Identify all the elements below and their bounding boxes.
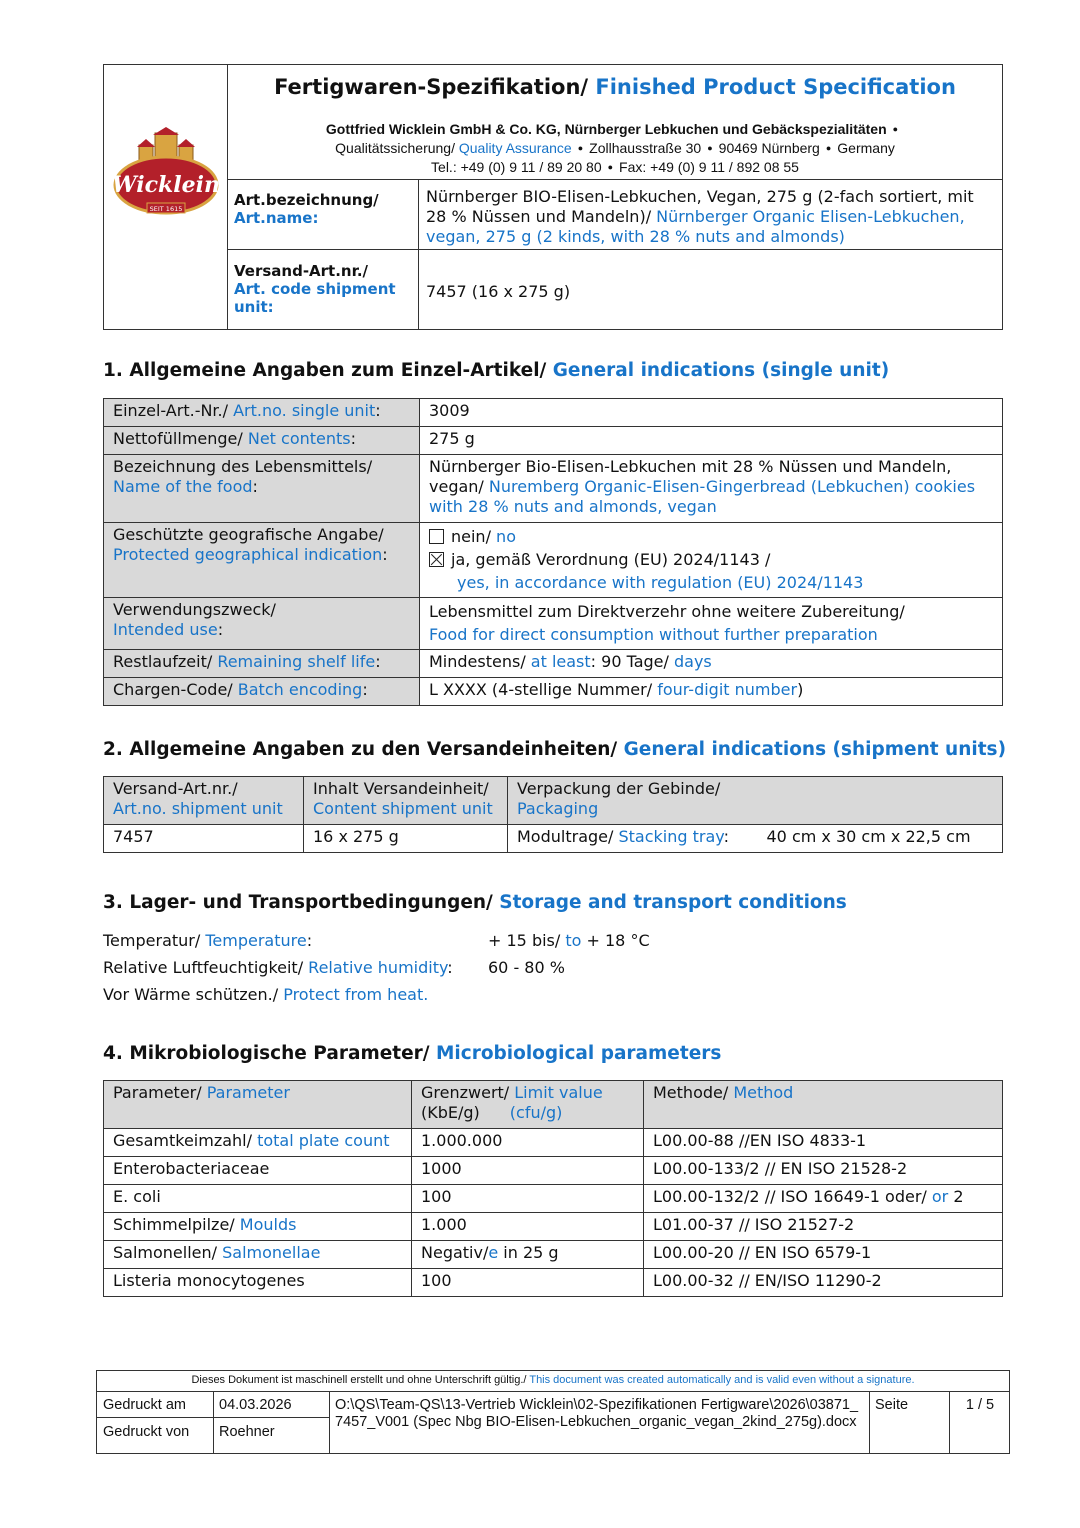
- bullet-icon: ●: [825, 143, 832, 153]
- divider: [213, 1391, 214, 1453]
- row-value: Lebensmittel zum Direktverzehr ohne weitere Zubereitung/ Food for direct consumption without further preparation: [420, 598, 1003, 650]
- city: 90469 Nürnberg: [718, 140, 820, 156]
- spec-header: [103, 64, 1003, 330]
- divider: [869, 1391, 870, 1453]
- table-row: [104, 598, 1003, 650]
- column-header: Verpackung der Gebinde/ Packaging: [508, 777, 1003, 825]
- table-header-row: [104, 777, 1003, 825]
- document-path: O:\QS\Team-QS\13-Vertrieb Wicklein\02-Spezifikationen Fertigware\2026\03871_7457_V001 (Spec Nbg BIO-Elisen-Lebkuchen_organic_vegan_2kind_275g).docx: [335, 1397, 859, 1430]
- title-en: Finished Product Specification: [595, 75, 956, 99]
- art-code-value: 7457 (16 x 275 g): [426, 282, 571, 301]
- footer-note: Dieses Dokument ist maschinell erstellt und ohne Unterschrift gültig./ This document was created automatically and is valid even without a signature.: [191, 1374, 915, 1386]
- row-value: 3009: [420, 399, 1003, 427]
- bullet-icon: ●: [707, 143, 713, 153]
- section-1-heading: 1. Allgemeine Angaben zum Einzel-Artikel/ General indications (single unit): [103, 360, 890, 381]
- divider: [97, 1391, 1009, 1392]
- temperature-value: + 15 bis/ to + 18 °C: [488, 931, 650, 950]
- row-value: Nürnberger Bio-Elisen-Lebkuchen mit 28 % Nüssen und Mandeln, vegan/ Nuremberg Organic-Elisen-Gingerbread (Lebkuchen) cookies with 28 % nuts and almonds, vegan: [420, 455, 1003, 523]
- row-value: L XXXX (4-stellige Nummer/ four-digit number): [420, 678, 1003, 706]
- country: Germany: [837, 140, 895, 156]
- pgi-option-no: nein/ no: [429, 525, 993, 548]
- row-label: Nettofüllmenge/ Net contents:: [104, 427, 420, 455]
- row-label: Bezeichnung des Lebensmittels/ Name of the food:: [104, 455, 420, 523]
- table-row: [104, 523, 1003, 598]
- company-name: Gottfried Wicklein GmbH & Co. KG, Nürnberger Lebkuchen und Gebäckspezialitäten: [325, 121, 887, 137]
- column-header: Parameter/ Parameter: [104, 1081, 412, 1129]
- single-unit-table: [103, 398, 1003, 706]
- section-4-heading: 4. Mikrobiologische Parameter/ Microbiological parameters: [103, 1043, 722, 1064]
- table-row: Listeria monocytogenes 100 L00.00-32 // EN/ISO 11290-2: [104, 1269, 1003, 1297]
- table-header-row: [104, 1081, 1003, 1129]
- street: Zollhausstraße 30: [589, 140, 702, 156]
- table-row: Schimmelpilze/ Moulds 1.000 L01.00-37 // ISO 21527-2: [104, 1213, 1003, 1241]
- table-row: [104, 825, 1003, 853]
- humidity-label: Relative Luftfeuchtigkeit/ Relative humidity:: [103, 958, 453, 977]
- page-number: 1 / 5: [965, 1397, 995, 1413]
- table-row: [104, 399, 1003, 427]
- microbiology-table: [103, 1080, 1003, 1297]
- section-2-heading: 2. Allgemeine Angaben zu den Versandeinheiten/ General indications (shipment units): [103, 739, 1007, 760]
- bullet-icon: ●: [577, 143, 584, 153]
- row-value: Mindestens/ at least: 90 Tage/ days: [420, 650, 1003, 678]
- column-header: Grenzwert/ Limit value (KbE/g) (cfu/g): [412, 1081, 644, 1129]
- table-row: [104, 650, 1003, 678]
- divider: [949, 1391, 950, 1453]
- shipment-unit-table: [103, 776, 1003, 853]
- column-header: Versand-Art.nr./ Art.no. shipment unit: [104, 777, 304, 825]
- logo-cell: [104, 65, 228, 329]
- checkbox-checked-icon: [429, 552, 444, 567]
- row-label: Chargen-Code/ Batch encoding:: [104, 678, 420, 706]
- art-code-label: Versand-Art.nr./ Art. code shipment unit:: [234, 262, 396, 316]
- logo-since: SEIT 1615: [149, 205, 183, 213]
- row-value: [420, 523, 1003, 598]
- row-label: Einzel-Art.-Nr./ Art.no. single unit:: [104, 399, 420, 427]
- section-3-heading: 3. Lager- und Transportbedingungen/ Storage and transport conditions: [103, 892, 847, 913]
- cell-content: 16 x 275 g: [304, 825, 508, 853]
- table-row: [104, 455, 1003, 523]
- document-title: [228, 75, 1002, 99]
- fax: Fax: +49 (0) 9 11 / 892 08 55: [619, 159, 799, 175]
- row-value: 275 g: [420, 427, 1003, 455]
- pgi-option-yes-en: yes, in accordance with regulation (EU) 2024/1143: [457, 573, 864, 592]
- pgi-option-yes: ja, gemäß Verordnung (EU) 2024/1143 /: [429, 548, 993, 571]
- table-row: [104, 678, 1003, 706]
- table-row: Enterobacteriaceae 1000 L00.00-133/2 // EN ISO 21528-2: [104, 1157, 1003, 1185]
- printed-on-label: Gedruckt am: [103, 1397, 186, 1413]
- divider: [329, 1391, 330, 1453]
- printed-by-label: Gedruckt von: [103, 1424, 190, 1440]
- row-label: Geschützte geografische Angabe/ Protected geographical indication:: [104, 523, 420, 598]
- logo-wordmark: Wicklein: [111, 172, 221, 198]
- printed-by-value: Roehner: [219, 1424, 275, 1440]
- company-block: [228, 120, 1002, 177]
- column-header: Inhalt Versandeinheit/ Content shipment unit: [304, 777, 508, 825]
- page-label: Seite: [875, 1397, 909, 1413]
- bullet-icon: ●: [607, 162, 614, 172]
- checkbox-unchecked-icon: [429, 529, 444, 544]
- cell-art: 7457: [104, 825, 304, 853]
- divider: [418, 179, 419, 329]
- cell-dims: 40 cm x 30 cm x 22,5 cm: [758, 825, 1003, 853]
- humidity-value: 60 - 80 %: [488, 958, 565, 977]
- table-row: Salmonellen/ Salmonellae Negativ/e in 25 g L00.00-20 // EN ISO 6579-1: [104, 1241, 1003, 1269]
- temperature-label: Temperatur/ Temperature:: [103, 931, 313, 950]
- table-row: E. coli 100 L00.00-132/2 // ISO 16649-1 oder/ or 2: [104, 1185, 1003, 1213]
- telephone: Tel.: +49 (0) 9 11 / 89 20 80: [431, 159, 602, 175]
- art-name-label: Art.bezeichnung/ Art.name:: [234, 191, 379, 227]
- title-de: Fertigwaren-Spezifikation/: [274, 75, 596, 99]
- heat-note: Vor Wärme schützen./ Protect from heat.: [103, 985, 429, 1004]
- qs-de: Qualitätssicherung/: [335, 140, 459, 156]
- bullet-icon: ●: [892, 124, 899, 134]
- cell-pack: Modultrage/ Stacking tray:: [508, 825, 758, 853]
- wicklein-logo: [111, 127, 221, 227]
- row-label: Verwendungszweck/ Intended use:: [104, 598, 420, 650]
- column-header: Methode/ Method: [644, 1081, 1003, 1129]
- divider: [228, 249, 1002, 250]
- qs-en: Quality Assurance: [458, 140, 572, 156]
- document-footer: [96, 1370, 1010, 1454]
- table-row: Gesamtkeimzahl/ total plate count 1.000.000 L00.00-88 //EN ISO 4833-1: [104, 1129, 1003, 1157]
- table-row: [104, 427, 1003, 455]
- row-label: Restlaufzeit/ Remaining shelf life:: [104, 650, 420, 678]
- art-name-value: Nürnberger BIO-Elisen-Lebkuchen, Vegan, 275 g (2-fach sortiert, mit 28 % Nüssen und Mandeln)/ Nürnberger Organic Elisen-Lebkuchen, vegan, 275 g (2 kinds, with 28 % nuts and almonds): [426, 187, 974, 246]
- divider: [228, 179, 1002, 180]
- printed-on-value: 04.03.2026: [219, 1397, 292, 1413]
